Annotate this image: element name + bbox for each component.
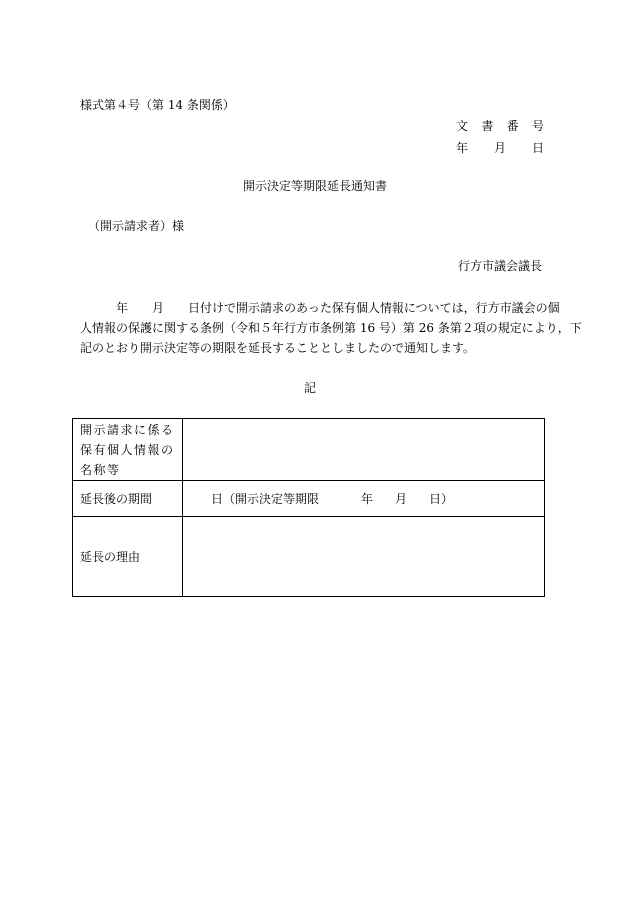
request-info-label-line: 保有個人情報の xyxy=(80,442,175,457)
date-day-char: 日 xyxy=(531,141,544,155)
body-line-1-rest: 日付けで開示請求のあった保有個人情報については，行方市議会の個 xyxy=(188,301,560,315)
body-month: 月 xyxy=(152,301,165,315)
extended-period-label: 延長後の期間 xyxy=(73,481,183,517)
recipient: （開示請求者）様 xyxy=(88,219,185,233)
body-line-3: 記のとおり開示決定等の期限を延長することとしましたので通知します。 xyxy=(80,341,476,355)
extended-period-value[interactable] xyxy=(183,481,545,517)
info-table xyxy=(72,418,545,597)
period-close: 日） xyxy=(429,492,454,506)
document-number-char: 番 xyxy=(506,119,519,133)
body-line-1 xyxy=(80,298,560,318)
ki-marker: 記 xyxy=(303,381,316,395)
document-date-row xyxy=(456,140,544,162)
period-day: 日（開示決定等期限 xyxy=(211,492,320,506)
body-paragraph xyxy=(80,298,582,358)
document-number-char: 文 xyxy=(456,119,469,133)
request-info-label-line: 名称等 xyxy=(80,462,121,477)
date-month-char: 月 xyxy=(493,141,506,155)
body-year: 年 xyxy=(116,301,129,315)
form-number: 様式第４号（第 14 条関係） xyxy=(80,98,235,112)
date-year-char: 年 xyxy=(456,141,469,155)
request-info-value[interactable] xyxy=(183,419,545,481)
document-meta xyxy=(456,118,544,162)
period-year: 年 xyxy=(361,492,374,506)
table-row xyxy=(73,481,545,517)
table-row xyxy=(73,419,545,481)
extension-reason-label: 延長の理由 xyxy=(73,517,183,597)
sender: 行方市議会議長 xyxy=(457,259,542,273)
document-number-row xyxy=(456,118,544,140)
request-info-label-line: 開示請求に係る xyxy=(80,422,175,437)
document-title: 開示決定等期限延長通知書 xyxy=(242,179,387,193)
document-number-char: 号 xyxy=(531,119,544,133)
request-info-label xyxy=(73,419,183,481)
extension-reason-value[interactable] xyxy=(183,517,545,597)
document-number-char: 書 xyxy=(481,119,494,133)
table-row xyxy=(73,517,545,597)
period-month: 月 xyxy=(395,492,408,506)
body-line-2: 人情報の保護に関する条例（令和５年行方市条例第 16 号）第 26 条第２項の規定により，下 xyxy=(80,321,582,335)
